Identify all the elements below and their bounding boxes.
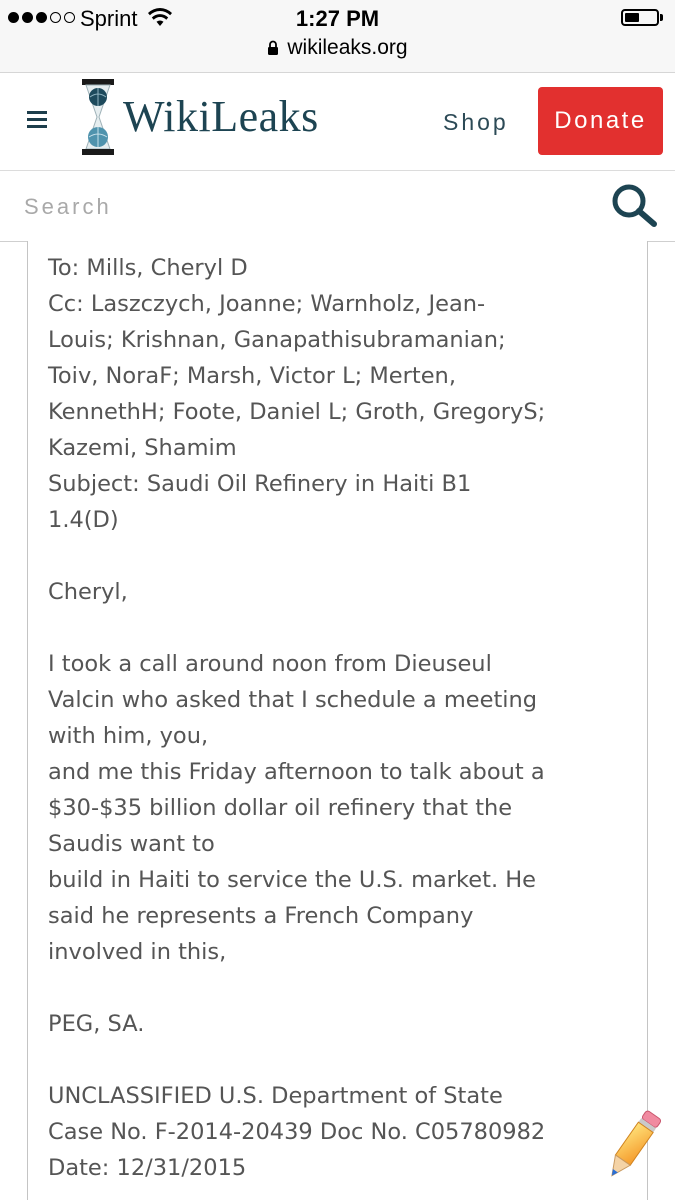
search-input[interactable] <box>24 187 584 227</box>
email-body: To: Mills, Cheryl D Cc: Laszczych, Joanne; Warnholz, Jean- Louis; Krishnan, Ganapathisubramanian; Toiv, NoraF; Marsh, Victor L; Merten, KennethH; Foote, Daniel L; Groth, GregoryS; Kazemi, Shamim Subject: Saudi Oil Refinery in Haiti B1 1.4(D) Cheryl, I took a call around noon from Dieuseul Valcin who asked that I schedule a meeting with him, you, and me this Friday afternoon to talk about a $30-$35 billion dollar oil refinery that the Saudis want to build in Haiti to service the U.S. market. He said he represents a French Company involved in this, PEG, SA. UNCLASSIFIED U.S. Department of State Case No. F-2014-20439 Doc No. C05780982 Date: 12/31/2015 <box>48 255 546 1181</box>
site-header <box>0 73 675 171</box>
hourglass-globe-logo-icon[interactable] <box>80 77 116 159</box>
clock: 1:27 PM <box>295 6 380 31</box>
site-brand[interactable]: WikiLeaks <box>123 92 319 141</box>
hamburger-menu-icon[interactable] <box>22 106 52 132</box>
pencil-icon[interactable] <box>601 1106 663 1188</box>
url-text: wikileaks.org <box>287 36 408 59</box>
document-panel <box>27 241 648 1200</box>
search-icon[interactable] <box>608 182 660 228</box>
battery-cap <box>660 14 663 21</box>
search-bar <box>0 171 675 242</box>
shop-link[interactable]: Shop <box>443 109 509 135</box>
donate-button[interactable]: Donate <box>538 87 663 155</box>
battery-icon <box>621 9 659 26</box>
status-bar <box>0 0 675 73</box>
carrier-name: Sprint <box>80 6 138 31</box>
lock-icon <box>267 40 279 56</box>
address-bar[interactable] <box>0 36 675 60</box>
